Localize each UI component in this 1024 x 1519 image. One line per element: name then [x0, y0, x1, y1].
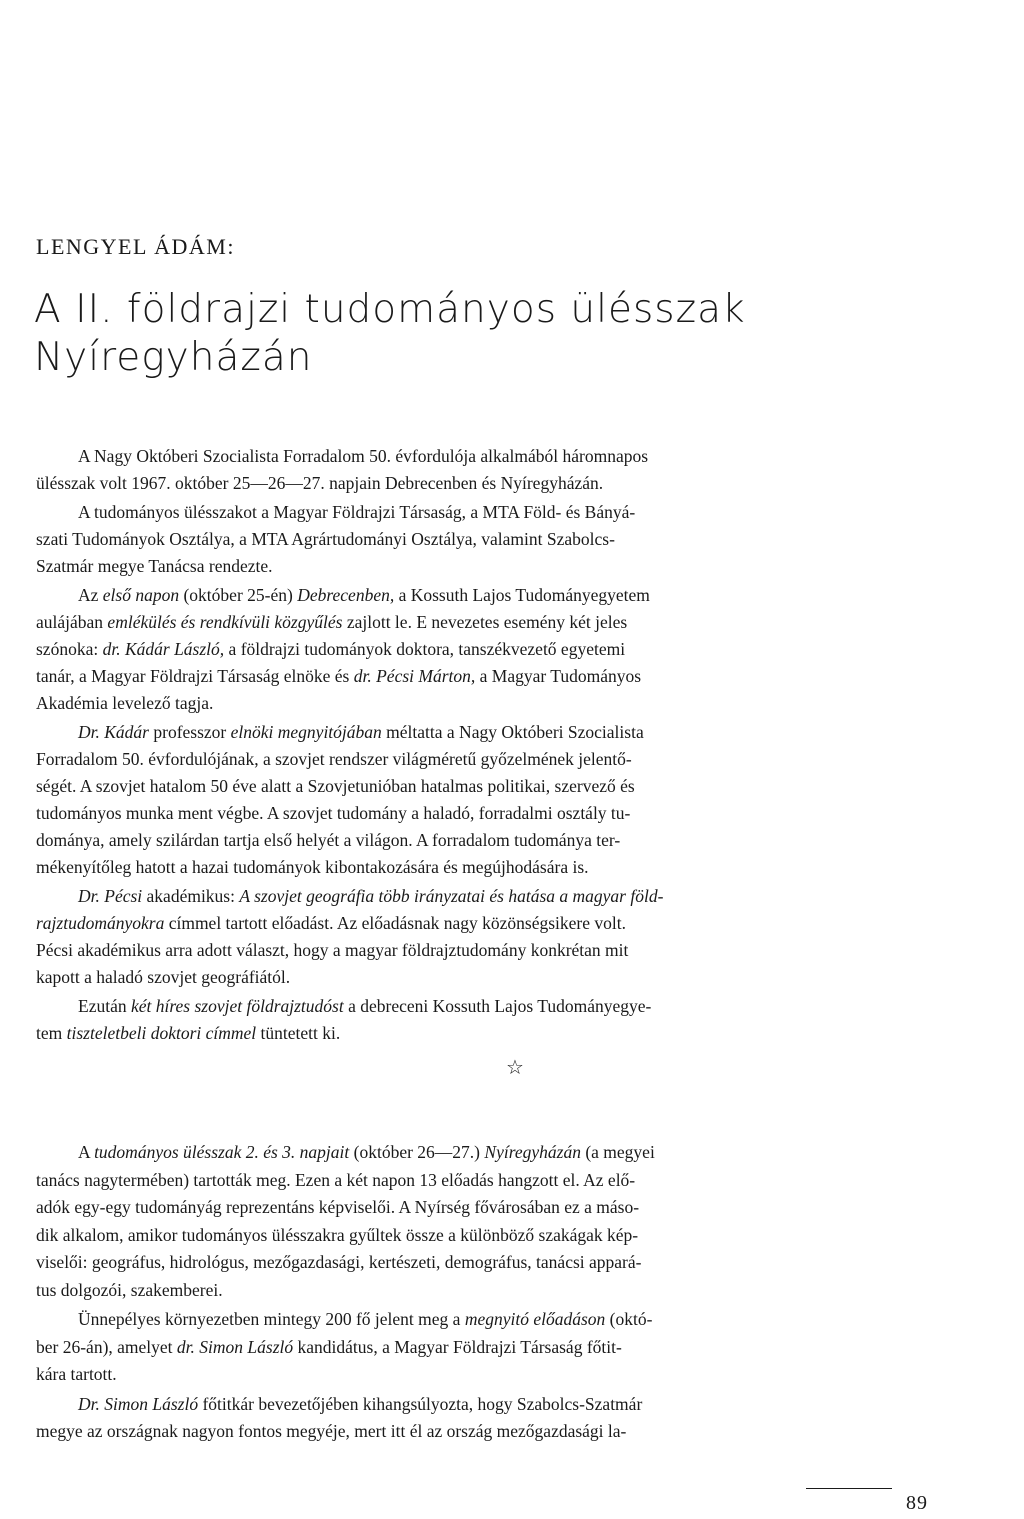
text-segment: Ezután	[78, 996, 131, 1016]
footer-rule	[806, 1488, 892, 1489]
text-line	[36, 499, 986, 526]
paragraph	[36, 883, 986, 991]
text-segment: A Nagy Októberi Szocialista Forradalom 50. évfordulója alkalmából háromnapos	[78, 446, 649, 466]
text-segment: (október 25-én)	[179, 585, 298, 605]
text-segment: ülésszak volt 1967. október 25—26—27. napjain Debrecenben és Nyíregyházán.	[36, 473, 604, 493]
text-segment: Az	[78, 585, 103, 605]
text-segment: kapott a haladó szovjet geográfiától.	[36, 967, 291, 987]
paragraph	[36, 719, 986, 881]
paragraph	[36, 499, 986, 580]
text-line	[36, 609, 986, 636]
star-separator-icon	[36, 1047, 986, 1087]
italic-text: Dr. Kádár	[78, 722, 149, 742]
text-segment: adók egy-egy tudományág reprezentáns képviselői. A Nyírség fővárosában ez a máso-	[36, 1197, 640, 1217]
text-line	[36, 526, 986, 553]
italic-text: Debrecenben,	[297, 585, 395, 605]
text-line	[36, 1249, 986, 1277]
text-segment: kára tartott.	[36, 1364, 117, 1384]
text-line	[36, 937, 986, 964]
text-segment: méltatta a Nagy Októberi Szocialista	[381, 722, 644, 742]
text-segment: zajlott le. E nevezetes esemény két jeles	[342, 612, 628, 632]
text-segment: Akadémia levelező tagja.	[36, 693, 214, 713]
text-line	[36, 553, 986, 580]
italic-text: Dr. Simon László	[78, 1393, 199, 1414]
article-title	[34, 286, 994, 382]
text-segment: tus dolgozói, szakemberei.	[36, 1279, 223, 1300]
text-line	[36, 470, 986, 497]
text-line	[36, 1418, 986, 1446]
text-line	[36, 854, 986, 881]
italic-text: A szovjet geográfia több irányzatai és hatása a magyar föld-	[239, 886, 664, 906]
text-line	[36, 773, 986, 800]
text-segment: tanács nagytermében) tartották meg. Ezen a két napon 13 előadás hangzott el. Az elő-	[36, 1169, 636, 1190]
text-segment: (a megyei	[580, 1142, 655, 1162]
text-segment: ségét. A szovjet hatalom 50 éve alatt a Szovjetunióban hatalmas politikai, szervező és	[36, 776, 635, 796]
text-segment: (októ-	[605, 1309, 653, 1329]
text-segment: Szatmár megye Tanácsa rendezte.	[36, 556, 273, 576]
text-line	[36, 800, 986, 827]
text-line	[36, 746, 986, 773]
text-segment: kandidátus, a Magyar Földrajzi Társaság főtit-	[293, 1336, 622, 1357]
italic-text: Dr. Pécsi	[78, 886, 143, 906]
paragraph	[36, 443, 986, 497]
text-line	[36, 663, 986, 690]
text-line	[36, 719, 986, 746]
text-segment: a Magyar Tudományos	[475, 666, 642, 686]
title-line: Nyíregyházán	[34, 335, 313, 380]
text-segment: a Kossuth Lajos Tudományegyetem	[394, 585, 650, 605]
text-segment: a debreceni Kossuth Lajos Tudományegye-	[343, 996, 652, 1016]
text-line	[36, 690, 986, 717]
paragraph	[36, 582, 986, 717]
italic-text: elnöki megnyitójában	[230, 722, 382, 742]
article-body	[36, 443, 986, 1087]
text-line	[36, 1194, 986, 1222]
text-line	[36, 964, 986, 991]
text-line	[36, 993, 986, 1020]
text-segment: tanár, a Magyar Földrajzi Társaság elnöke és	[36, 666, 354, 686]
italic-text: tiszteletbeli doktori címmel	[66, 1023, 257, 1043]
text-segment: tüntetett ki.	[256, 1023, 341, 1043]
text-segment: aulájában	[36, 612, 108, 632]
italic-text: két híres szovjet földrajztudóst	[130, 996, 344, 1016]
text-segment: főtitkár bevezetőjében kihangsúlyozta, hogy Szabolcs-Szatmár	[198, 1393, 643, 1414]
text-segment: viselői: geográfus, hidrológus, mezőgazdasági, kertészeti, demográfus, tanácsi appará-	[36, 1252, 642, 1272]
italic-text: rajztudományokra	[36, 913, 165, 933]
text-line	[36, 1361, 986, 1389]
text-segment: Pécsi akadémikus arra adott választ, hogy a magyar földrajztudomány konkrétan mit	[36, 940, 629, 960]
paragraph	[36, 1139, 986, 1304]
italic-text: Nyíregyházán	[484, 1142, 581, 1162]
article-body-continued	[36, 1139, 986, 1446]
text-segment: címmel tartott előadást. Az előadásnak nagy közönségsikere volt.	[164, 913, 626, 933]
text-segment: akadémikus:	[142, 886, 240, 906]
star-icon: ☆	[506, 1055, 524, 1079]
text-line	[36, 883, 986, 910]
text-line	[36, 827, 986, 854]
paragraph	[36, 993, 986, 1047]
text-segment: szónoka:	[36, 639, 103, 659]
text-line	[36, 1277, 986, 1305]
italic-text: dr. Pécsi Márton,	[353, 666, 476, 686]
text-line	[36, 443, 986, 470]
text-segment: (október 26—27.)	[349, 1142, 485, 1162]
page-number: 89	[906, 1492, 928, 1514]
text-segment: megye az országnak nagyon fontos megyéje, mert itt él az ország mezőgazdasági la-	[36, 1421, 627, 1441]
paragraph	[36, 1306, 986, 1389]
text-segment: a földrajzi tudományok doktora, tanszékvezető egyetemi	[224, 639, 626, 659]
text-line	[36, 1391, 986, 1419]
paragraph	[36, 1391, 986, 1446]
text-line	[36, 1334, 986, 1362]
text-segment: Ünnepélyes környezetben mintegy 200 fő jelent meg a	[78, 1309, 465, 1329]
text-line	[36, 1167, 986, 1195]
text-segment: Forradalom 50. évfordulójának, a szovjet rendszer világméretű győzelmének jelentő-	[36, 749, 632, 769]
text-segment: ber 26-án), amelyet	[36, 1336, 177, 1357]
text-segment: dik alkalom, amikor tudományos ülésszakra gyűltek össze a különböző szakágak kép-	[36, 1224, 639, 1245]
italic-text: első napon	[102, 585, 180, 605]
italic-text: dr. Kádár László,	[102, 639, 225, 659]
text-line	[36, 1020, 986, 1047]
italic-text: emlékülés és rendkívüli közgyűlés	[107, 612, 343, 632]
text-line	[36, 1306, 986, 1334]
text-line	[36, 636, 986, 663]
italic-text: tudományos ülésszak 2. és 3. napjait	[94, 1142, 350, 1162]
text-segment: szati Tudományok Osztálya, a MTA Agrártudományi Osztálya, valamint Szabolcs-	[36, 529, 615, 549]
italic-text: dr. Simon László	[176, 1336, 294, 1357]
text-line	[36, 582, 986, 609]
text-segment: professzor	[149, 722, 231, 742]
text-line	[36, 910, 986, 937]
italic-text: megnyitó előadáson	[464, 1309, 606, 1329]
text-line	[36, 1222, 986, 1250]
text-segment: mékenyítőleg hatott a hazai tudományok kibontakozására és megújhodására is.	[36, 857, 589, 877]
text-line	[36, 1139, 986, 1167]
text-segment: A	[78, 1142, 95, 1162]
text-segment: tudományos munka ment végbe. A szovjet tudomány a haladó, forradalmi osztály tu-	[36, 803, 631, 823]
text-segment: A tudományos ülésszakot a Magyar Földrajzi Társaság, a MTA Föld- és Bányá-	[78, 502, 636, 522]
text-segment: tem	[36, 1023, 67, 1043]
title-line: A II. földrajzi tudományos ülésszak	[34, 287, 746, 332]
author-name: LENGYEL ÁDÁM:	[36, 234, 235, 259]
text-segment: dománya, amely szilárdan tartja első helyét a világon. A forradalom tudománya ter-	[36, 830, 621, 850]
